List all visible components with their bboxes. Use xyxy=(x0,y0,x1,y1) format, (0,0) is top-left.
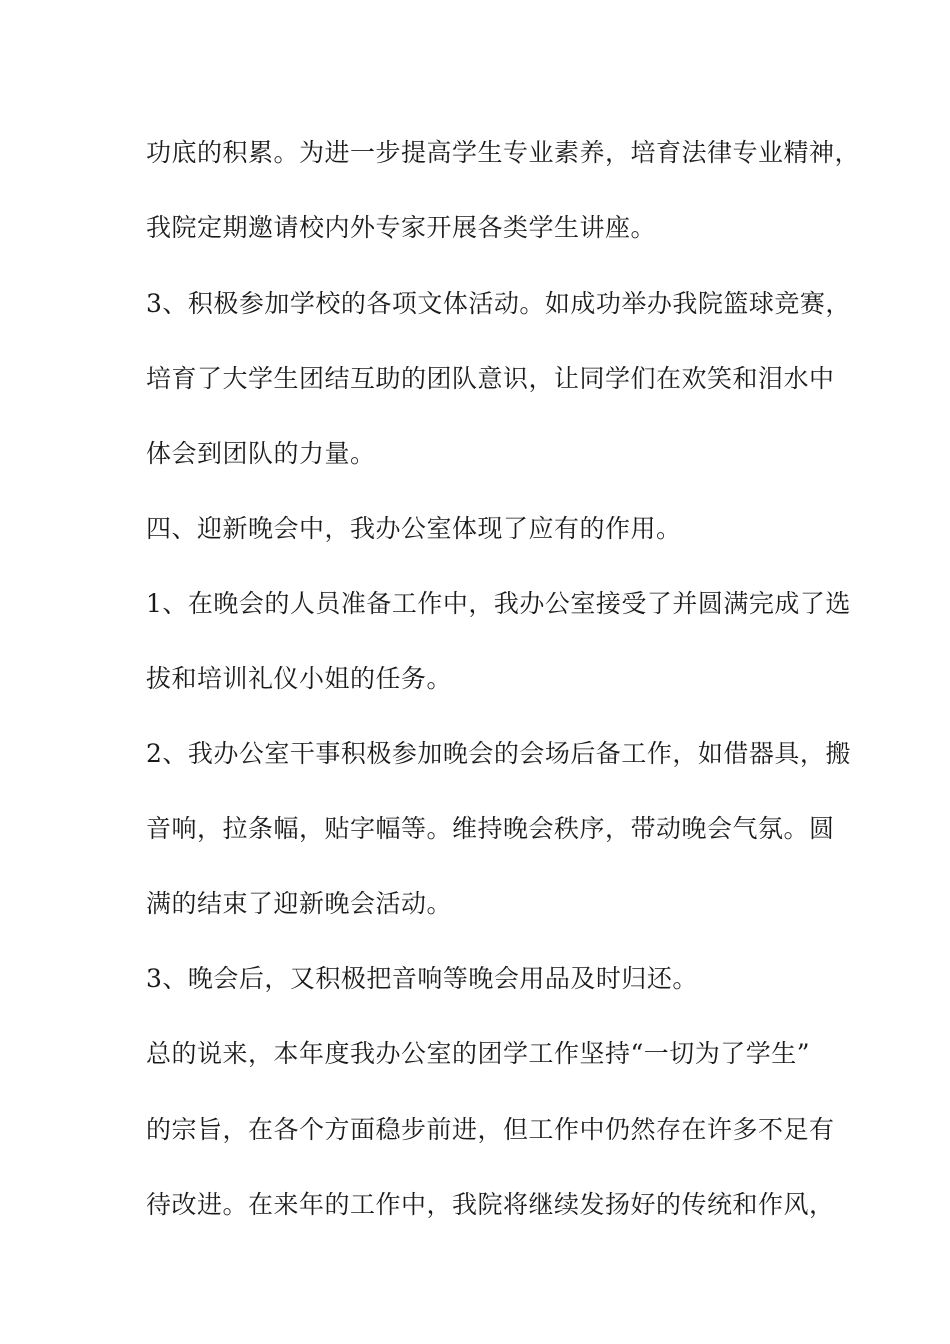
section-heading: 四、迎新晚会中，我办公室体现了应有的作用。 xyxy=(146,514,682,543)
text-line: 待改进。在来年的工作中，我院将继续发扬好的传统和作风， xyxy=(146,1190,835,1219)
text-line: 满的结束了迎新晚会活动。 xyxy=(146,889,453,918)
text-line: 体会到团队的力量。 xyxy=(146,439,376,468)
text-line: 功底的积累。为进一步提高学生专业素养，培育法律专业精神， xyxy=(146,138,861,167)
text-line: 3、积极参加学校的各项文体活动。如成功举办我院篮球竞赛， xyxy=(146,289,851,318)
text-line: 总的说来，本年度我办公室的团学工作坚持“一切为了学生” xyxy=(146,1039,811,1068)
text-line: 1、在晚会的人员准备工作中，我办公室接受了并圆满完成了选 xyxy=(146,589,851,618)
text-line: 2、我办公室干事积极参加晚会的会场后备工作，如借器具，搬 xyxy=(146,739,851,768)
text-line: 3、晚会后，又积极把音响等晚会用品及时归还。 xyxy=(146,964,698,993)
text-line: 的宗旨，在各个方面稳步前进，但工作中仍然存在许多不足有 xyxy=(146,1115,835,1144)
text-line: 拔和培训礼仪小姐的任务。 xyxy=(146,664,453,693)
text-line: 我院定期邀请校内外专家开展各类学生讲座。 xyxy=(146,213,657,242)
text-line: 培育了大学生团结互助的团队意识，让同学们在欢笑和泪水中 xyxy=(146,364,835,393)
text-line: 音响，拉条幅，贴字幅等。维持晚会秩序，带动晚会气氛。圆 xyxy=(146,814,835,843)
